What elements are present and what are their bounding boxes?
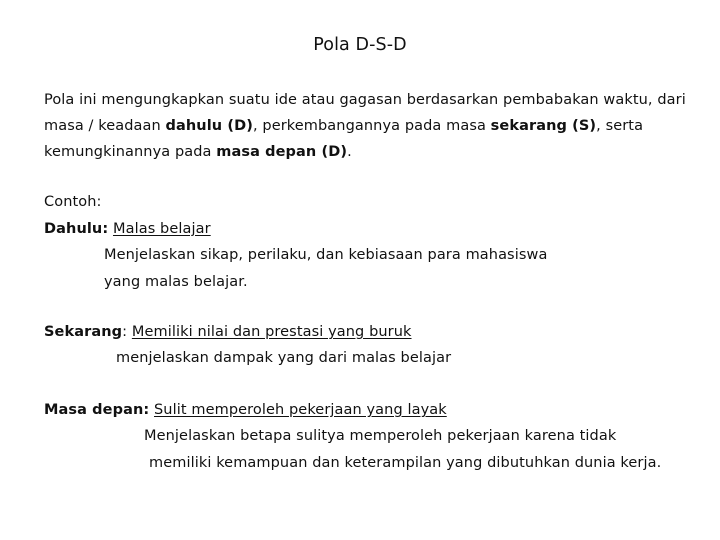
intro-text: , serta bbox=[596, 118, 644, 134]
intro-line-2 bbox=[44, 116, 643, 136]
sekarang-colon: : bbox=[122, 324, 128, 340]
masa-depan-heading bbox=[44, 400, 447, 420]
sekarang-desc-1: menjelaskan dampak yang dari malas belajar bbox=[116, 350, 452, 366]
sekarang-label: Sekarang bbox=[44, 324, 123, 340]
intro-text: masa / keadaan bbox=[44, 118, 166, 134]
dahulu-label: Dahulu: bbox=[44, 221, 109, 237]
intro-line-1 bbox=[44, 90, 686, 110]
page-title: Pola D-S-D bbox=[313, 35, 407, 55]
sekarang-topic: Memiliki nilai dan prestasi yang buruk bbox=[131, 324, 412, 340]
masa-depan-desc-2: memiliki kemampuan dan keterampilan yang dibutuhkan dunia kerja. bbox=[149, 455, 662, 471]
intro-text: kemungkinannya pada bbox=[44, 144, 217, 160]
masa-depan-term: masa depan (D) bbox=[216, 144, 348, 160]
masa-depan-desc-1: Menjelaskan betapa sulitya memperoleh pekerjaan karena tidak bbox=[144, 428, 617, 444]
dahulu-desc-2: yang malas belajar. bbox=[104, 274, 248, 290]
contoh-label: Contoh: bbox=[44, 194, 102, 210]
masa-depan-label: Masa depan: bbox=[44, 402, 150, 418]
dahulu-heading bbox=[44, 219, 211, 239]
masa-depan-topic: Sulit memperoleh pekerjaan yang layak bbox=[154, 402, 447, 418]
sekarang-term: sekarang (S) bbox=[490, 118, 597, 134]
sekarang-heading bbox=[44, 322, 412, 342]
dahulu-desc-1: Menjelaskan sikap, perilaku, dan kebiasaan para mahasiswa bbox=[104, 247, 548, 263]
intro-text: Pola ini mengungkapkan suatu ide atau gagasan berdasarkan pembabakan waktu, dari bbox=[44, 92, 686, 108]
dahulu-term: dahulu (D) bbox=[165, 118, 253, 134]
dahulu-topic: Malas belajar bbox=[112, 221, 211, 237]
intro-text: . bbox=[347, 144, 352, 160]
intro-text: , perkembangannya pada masa bbox=[252, 118, 491, 134]
intro-line-3 bbox=[44, 142, 352, 162]
